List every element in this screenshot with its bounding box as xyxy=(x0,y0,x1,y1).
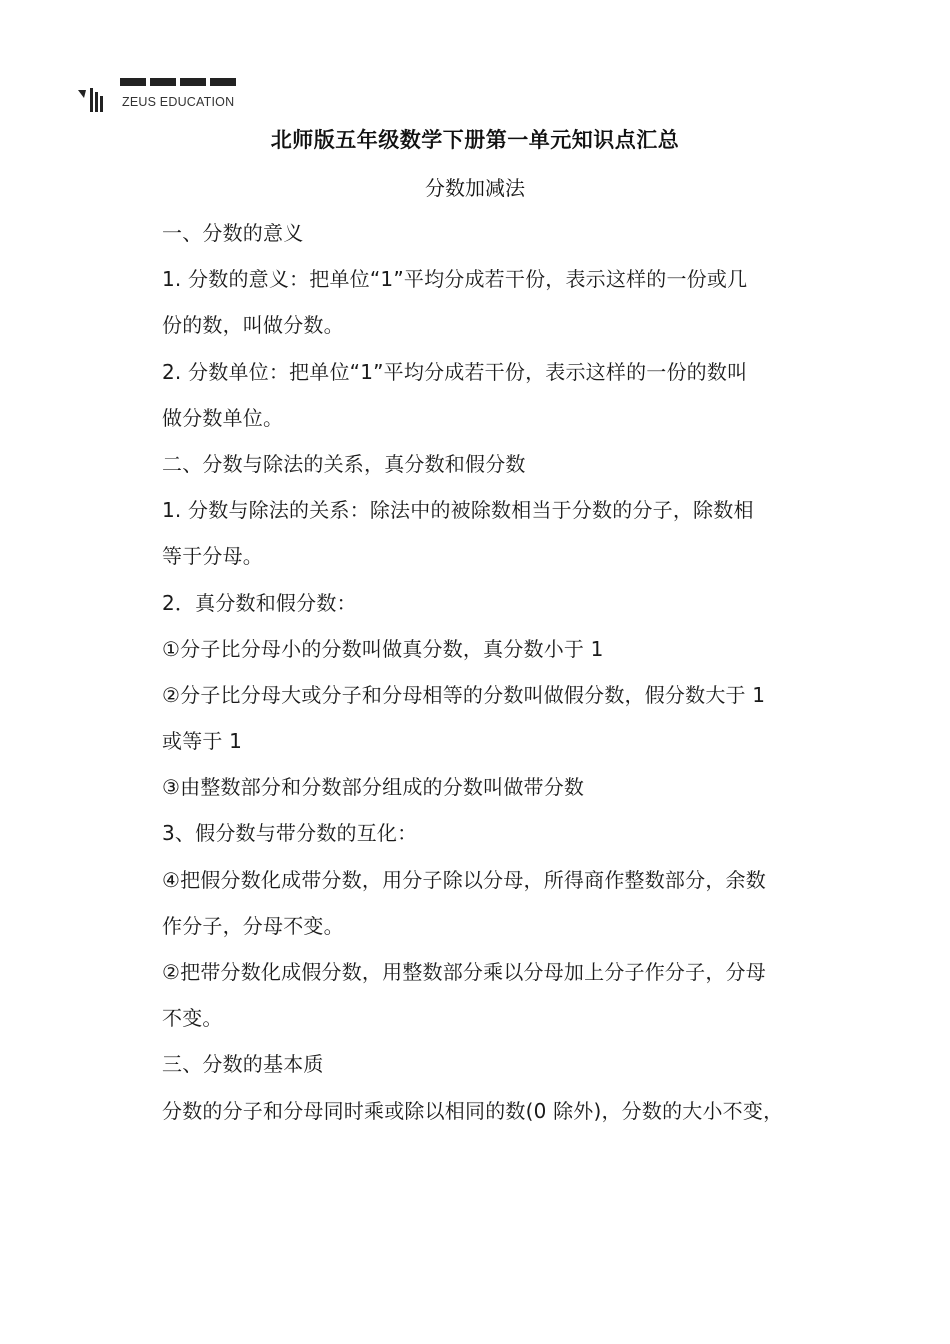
document-title: 北师版五年级数学下册第一单元知识点汇总 xyxy=(270,128,680,152)
paragraph-line: ③由整数部分和分数部分组成的分数叫做带分数 xyxy=(162,775,585,800)
document-body xyxy=(162,210,787,1134)
paragraph-line: 或等于 1 xyxy=(162,729,243,754)
paragraph-line: ②把带分数化成假分数，用整数部分乘以分母加上分子作分子，分母 xyxy=(162,960,766,984)
paragraph-line: 不变。 xyxy=(162,1006,223,1031)
document-subtitle: 分数加减法 xyxy=(425,176,525,200)
paragraph-line: 1. 分数与除法的关系：除法中的被除数相当于分数的分子，除数相 xyxy=(162,498,754,523)
zeus-logo-icon xyxy=(76,84,106,114)
section-heading: 三、分数的基本质 xyxy=(162,1052,324,1077)
logo xyxy=(76,78,256,114)
paragraph-line: ②分子比分母大或分子和分母相等的分数叫做假分数，假分数大于 1 xyxy=(162,682,766,707)
logo-english-wordmark: ZEUS EDUCATION xyxy=(122,95,235,109)
section-heading: 一、分数的意义 xyxy=(162,221,304,245)
logo-chinese-wordmark xyxy=(120,78,240,88)
paragraph-line: 2. 分数单位：把单位“1”平均分成若干份，表示这样的一份的数叫 xyxy=(162,359,748,384)
paragraph-line: 等于分母。 xyxy=(162,544,263,569)
paragraph-line: 1. 分数的意义：把单位“1”平均分成若干份，表示这样的一份或几 xyxy=(162,267,748,292)
section-heading: 二、分数与除法的关系，真分数和假分数 xyxy=(162,451,526,476)
paragraph-line: 份的数，叫做分数。 xyxy=(162,313,344,338)
paragraph-line: ①分子比分母小的分数叫做真分数，真分数小于 1 xyxy=(162,636,604,661)
paragraph-line: 分数的分子和分母同时乘或除以相同的数(0 除外)，分数的大小不变， xyxy=(162,1098,784,1123)
paragraph-line: ④把假分数化成带分数，用分子除以分母，所得商作整数部分，余数 xyxy=(162,867,766,892)
paragraph-line: 3、假分数与带分数的互化： xyxy=(162,821,418,846)
paragraph-line: 2．真分数和假分数： xyxy=(162,590,357,615)
paragraph-line: 作分子，分母不变。 xyxy=(162,913,344,938)
paragraph-line: 做分数单位。 xyxy=(162,405,284,430)
